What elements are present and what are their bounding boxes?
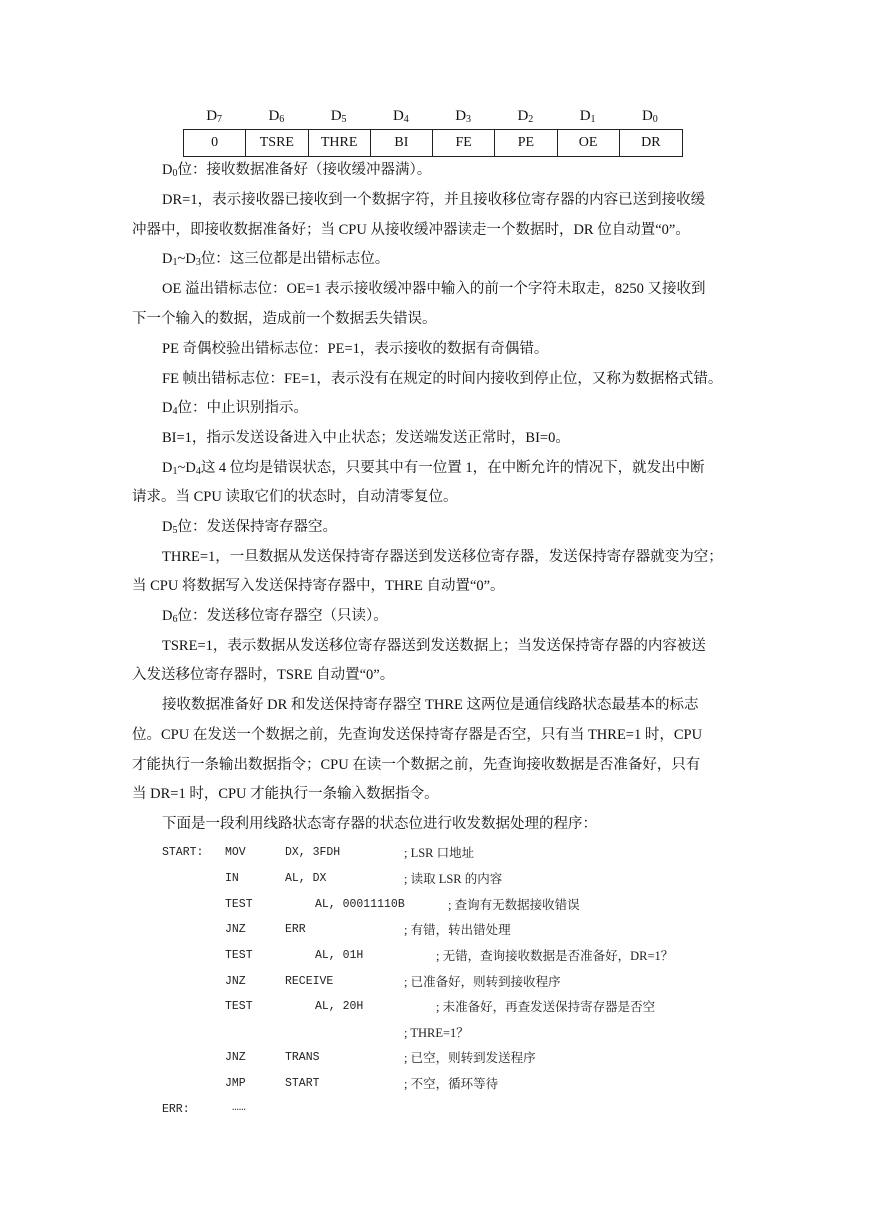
bit-label-d3: $D_3$ [455,108,472,125]
bit-value-d5: THRE [309,130,371,156]
code-arg: AL, 00011110B [315,898,405,911]
code-comment: ; 不空，循环等待 [404,1077,499,1091]
bit-label-d5: $D_5$ [330,108,347,125]
bit-value-d1: OE [558,130,620,156]
code-op: JNZ [225,923,246,936]
bit-label-d6: $D_6$ [268,108,285,125]
code-comment: ; 未准备好，再查发送保持寄存器是否空 [436,1000,656,1014]
oe-paragraph-line2: 下一个输入的数据，造成前一个数据丢失错误。 [132,311,437,327]
pe-paragraph: PE 奇偶校验出错标志位：PE=1，表示接收的数据有奇偶错。 [162,341,549,357]
dr-paragraph-line1: DR=1，表示接收器已接收到一个数据字符，并且接收移位寄存器的内容已送到接收缓 [162,192,706,208]
d5-heading: $D_5$位：发送保持寄存器空。 [162,519,337,536]
bit-values-row [183,129,683,157]
code-arg: START [285,1077,320,1090]
code-op: IN [225,872,239,885]
thre-paragraph-line2: 当 CPU 将数据写入发送保持寄存器中，THRE 自动置“0”。 [132,578,505,594]
code-comment: ; 无错，查询接收数据是否准备好，DR=1？ [436,949,674,963]
code-comment: ; THRE=1？ [404,1026,469,1040]
code-arg: AL, 20H [315,1000,364,1013]
dr-paragraph-line2: 冲器中，即接收数据准备好；当 CPU 从接收缓冲器读走一个数据时，DR 位自动置“0”。 [132,222,690,238]
code-arg: RECEIVE [285,975,334,988]
code-comment: ; 已空，则转到发送程序 [404,1051,536,1065]
d1-d4-paragraph-line1: $D_1\sim D_4$这 4 位均是错误状态，只要其中有一位置 1，在中断允许的情况下，就发出中断 [162,460,705,477]
bit-value-d7: 0 [184,130,246,156]
bit-value-d4: BI [371,130,433,156]
code-comment: ; 查询有无数据接收错误 [448,898,580,912]
bit-value-d6: TSRE [246,130,308,156]
d0-heading: $D_0$位：接收数据准备好（接收缓冲器满）。 [162,162,432,179]
code-op: JNZ [225,975,246,988]
d1-d3-heading: $D_1\sim D_3$位：这三位都是出错标志位。 [162,251,390,268]
summary-paragraph-line1: 接收数据准备好 DR 和发送保持寄存器空 THRE 这两位是通信线路状态最基本的标志 [162,697,699,713]
summary-paragraph-line4: 当 DR=1 时，CPU 才能执行一条输入数据指令。 [132,786,439,802]
code-arg: AL, 01H [315,949,364,962]
code-arg: ERR [285,923,306,936]
bit-value-d2: PE [495,130,557,156]
program-intro: 下面是一段利用线路状态寄存器的状态位进行收发数据处理的程序： [162,816,597,832]
tsre-paragraph-line2: 入发送移位寄存器时，TSRE 自动置“0”。 [132,667,395,683]
summary-paragraph-line3: 才能执行一条输出数据指令；CPU 在读一个数据之前，先查询接收数据是否准备好，只有 [132,757,701,773]
code-label: START: [162,846,204,859]
bit-label-d1: $D_1$ [579,108,596,125]
thre-paragraph-line1: THRE=1，一旦数据从发送保持寄存器送到发送移位寄存器，发送保持寄存器就变为空； [162,549,723,565]
code-comment: ; 已准备好，则转到接收程序 [404,975,561,989]
code-comment: ; 有错，转出错处理 [404,923,511,937]
bit-labels-row [183,103,683,129]
bit-label-d0: $D_0$ [641,108,658,125]
code-op: TEST [225,949,253,962]
code-label: ERR: [162,1103,190,1116]
tsre-paragraph-line1: TSRE=1，表示数据从发送移位寄存器送到发送数据上；当发送保持寄存器的内容被送 [162,638,706,654]
code-comment: ; 读取 LSR 的内容 [404,872,503,886]
code-op: TEST [225,898,253,911]
bi-paragraph: BI=1，指示发送设备进入中止状态；发送端发送正常时，BI=0。 [162,430,570,446]
code-op: JNZ [225,1051,246,1064]
lsr-register-diagram [183,103,683,157]
code-comment: ; LSR 口地址 [404,846,475,860]
code-arg: DX, 3FDH [285,846,341,859]
d6-heading: $D_6$位：发送移位寄存器空（只读）。 [162,608,388,625]
bit-label-d4: $D_4$ [392,108,409,125]
bit-value-d3: FE [433,130,495,156]
code-op: JMP [225,1077,246,1090]
bit-label-d7: $D_7$ [206,108,223,125]
code-op: …… [232,1101,246,1114]
bit-label-d2: $D_2$ [517,108,534,125]
d1-d4-paragraph-line2: 请求。当 CPU 读取它们的状态时，自动清零复位。 [132,489,458,505]
summary-paragraph-line2: 位。CPU 在发送一个数据之前，先查询发送保持寄存器是否空，只有当 THRE=1 时，CPU [132,727,703,743]
code-arg: AL, DX [285,872,327,885]
fe-paragraph: FE 帧出错标志位：FE=1，表示没有在规定的时间内接收到停止位，又称为数据格式错。 [162,371,723,387]
code-arg: TRANS [285,1051,320,1064]
oe-paragraph-line1: OE 溢出错标志位：OE=1 表示接收缓冲器中输入的前一个字符未取走，8250 又接收到 [162,281,706,297]
code-op: MOV [225,846,246,859]
bit-value-d0: DR [641,135,661,150]
code-op: TEST [225,1000,253,1013]
d4-heading: $D_4$位：中止识别指示。 [162,400,308,417]
